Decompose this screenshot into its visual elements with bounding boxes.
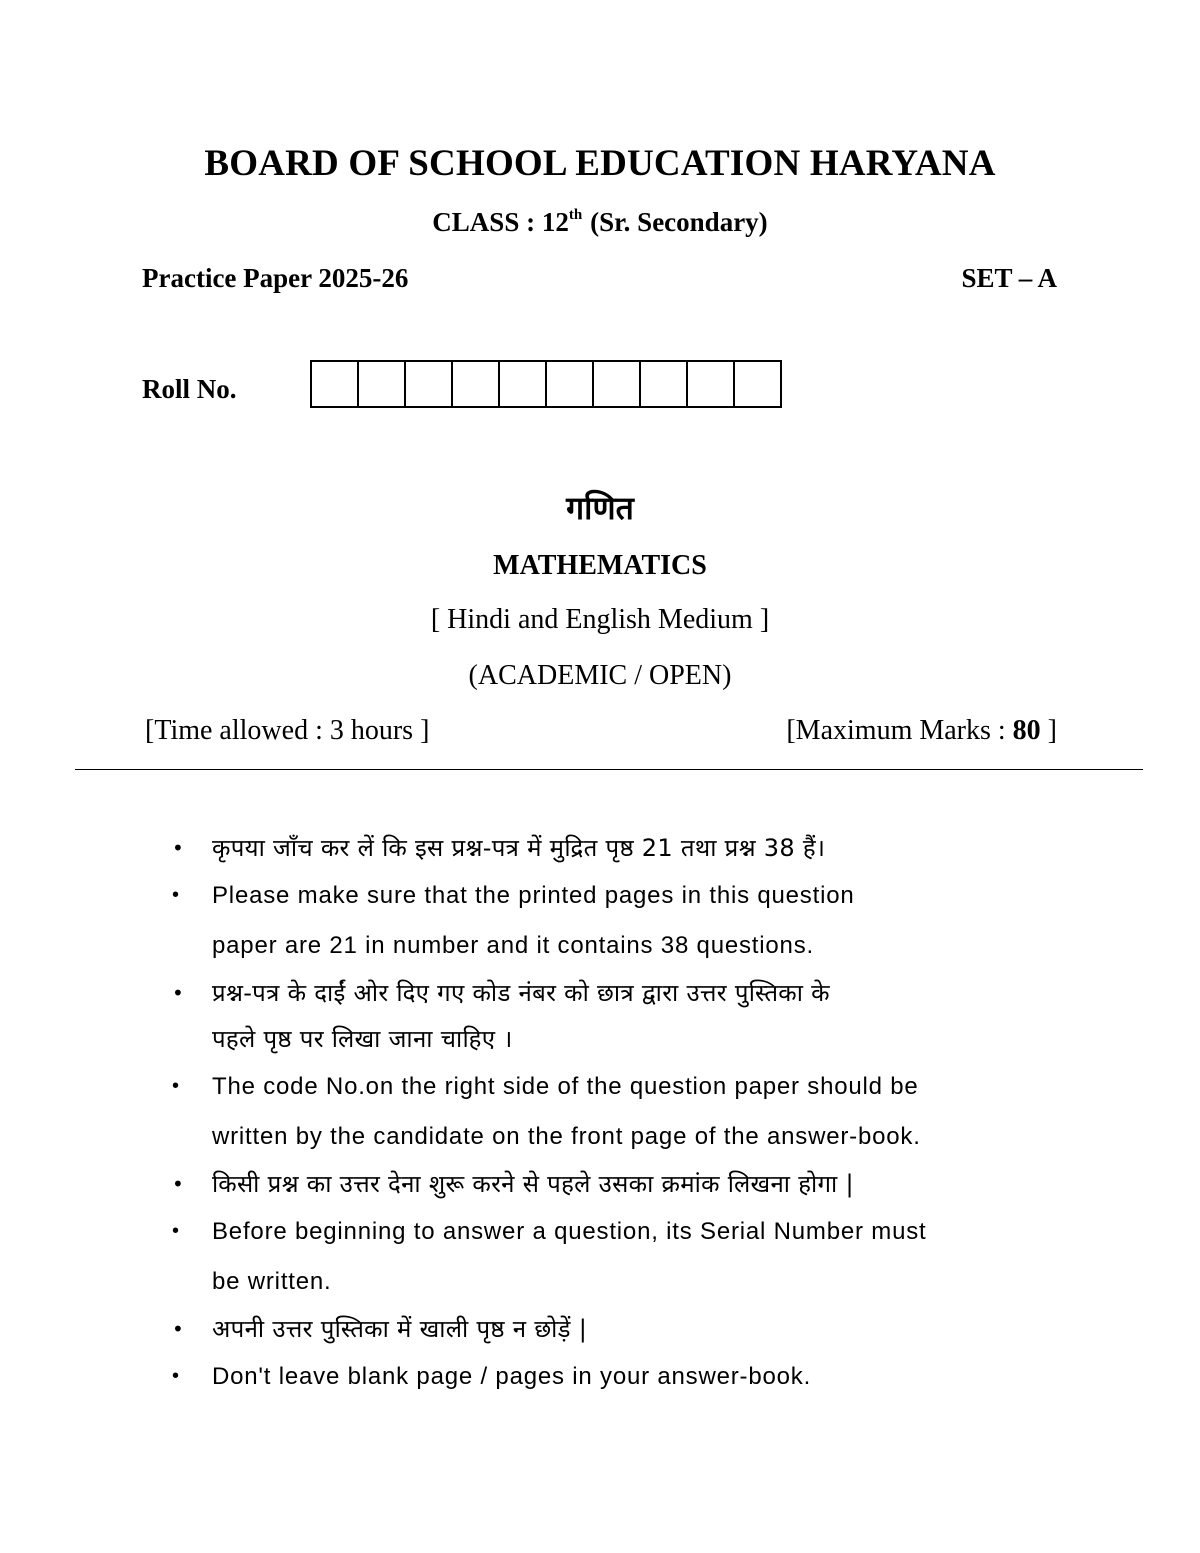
instruction-item [170,970,1070,1062]
roll-number-box[interactable] [594,362,641,406]
marks-value: 80 [1012,715,1041,746]
marks-suffix: ] [1040,715,1057,746]
instruction-text: Don't leave blank page / pages in your answer-book. [212,1363,812,1390]
instruction-item [170,871,1070,970]
maximum-marks [786,715,1057,747]
subject-hindi: गणित [566,489,634,527]
instruction-item [170,1161,1070,1207]
time-allowed: [Time allowed : 3 hours ] [145,715,430,746]
instruction-text: किसी प्रश्न का उत्तर देना शुरू करने से पहले उसका क्रमांक लिखना होगा | [212,1170,854,1198]
bullet-icon: • [172,1075,180,1097]
bullet-icon: • [172,884,180,906]
roll-number-box[interactable] [359,362,406,406]
stream-label: (ACADEMIC / OPEN) [468,660,732,691]
class-line [0,207,1200,238]
instruction-item [170,1207,1070,1306]
instruction-text: The code No.on the right side of the question paper should be [212,1073,919,1100]
practice-paper-label: Practice Paper 2025-26 [142,263,409,293]
instruction-text: प्रश्न-पत्र के दाईं ओर दिए गए कोड नंबर को छात्र द्वारा उत्तर पुस्तिका के [212,979,830,1007]
subject-english: MATHEMATICS [493,550,707,581]
instruction-text: कृपया जाँच कर लें कि इस प्रश्न-पत्र में मुद्रित पृष्ठ 21 तथा प्रश्न 38 हैं। [212,834,826,862]
roll-number-box[interactable] [547,362,594,406]
instruction-text: Please make sure that the printed pages in this question [212,882,855,909]
roll-number-box[interactable] [453,362,500,406]
roll-number-box[interactable] [500,362,547,406]
marks-prefix: [Maximum Marks : [786,715,1013,746]
instruction-item [170,1352,1070,1402]
instruction-item [170,1306,1070,1352]
class-suffix: (Sr. Secondary) [590,207,768,237]
instruction-item [170,1062,1070,1161]
bullet-icon: • [172,1317,185,1341]
roll-number-boxes [310,360,782,408]
instruction-text: अपनी उत्तर पुस्तिका में खाली पृष्ठ न छोड़ें | [212,1315,588,1343]
roll-number-box[interactable] [641,362,688,406]
bullet-icon: • [172,1365,180,1387]
instruction-text: paper are 21 in number and it contains 38 questions. [212,931,814,959]
roll-number-label: Roll No. [142,374,237,404]
board-title: BOARD OF SCHOOL EDUCATION HARYANA [204,143,996,184]
class-prefix: CLASS : 12 [432,207,569,237]
instruction-text: be written. [212,1267,332,1295]
bullet-icon: • [172,836,185,860]
header-divider [75,769,1143,770]
set-label: SET – A [961,263,1057,293]
bullet-icon: • [172,981,185,1005]
bullet-icon: • [172,1172,185,1196]
instruction-text: written by the candidate on the front page of the answer-book. [212,1122,921,1150]
instruction-item [170,825,1070,871]
class-superscript: th [568,207,583,223]
roll-number-box[interactable] [406,362,453,406]
bullet-icon: • [172,1220,180,1242]
roll-number-box[interactable] [312,362,359,406]
instruction-text: Before beginning to answer a question, its Serial Number must [212,1218,927,1245]
medium-label: [ Hindi and English Medium ] [430,604,770,635]
instruction-text: पहले पृष्ठ पर लिखा जाना चाहिए । [212,1025,513,1053]
instructions-list [170,825,1070,1402]
roll-number-box[interactable] [735,362,782,406]
roll-number-box[interactable] [688,362,735,406]
